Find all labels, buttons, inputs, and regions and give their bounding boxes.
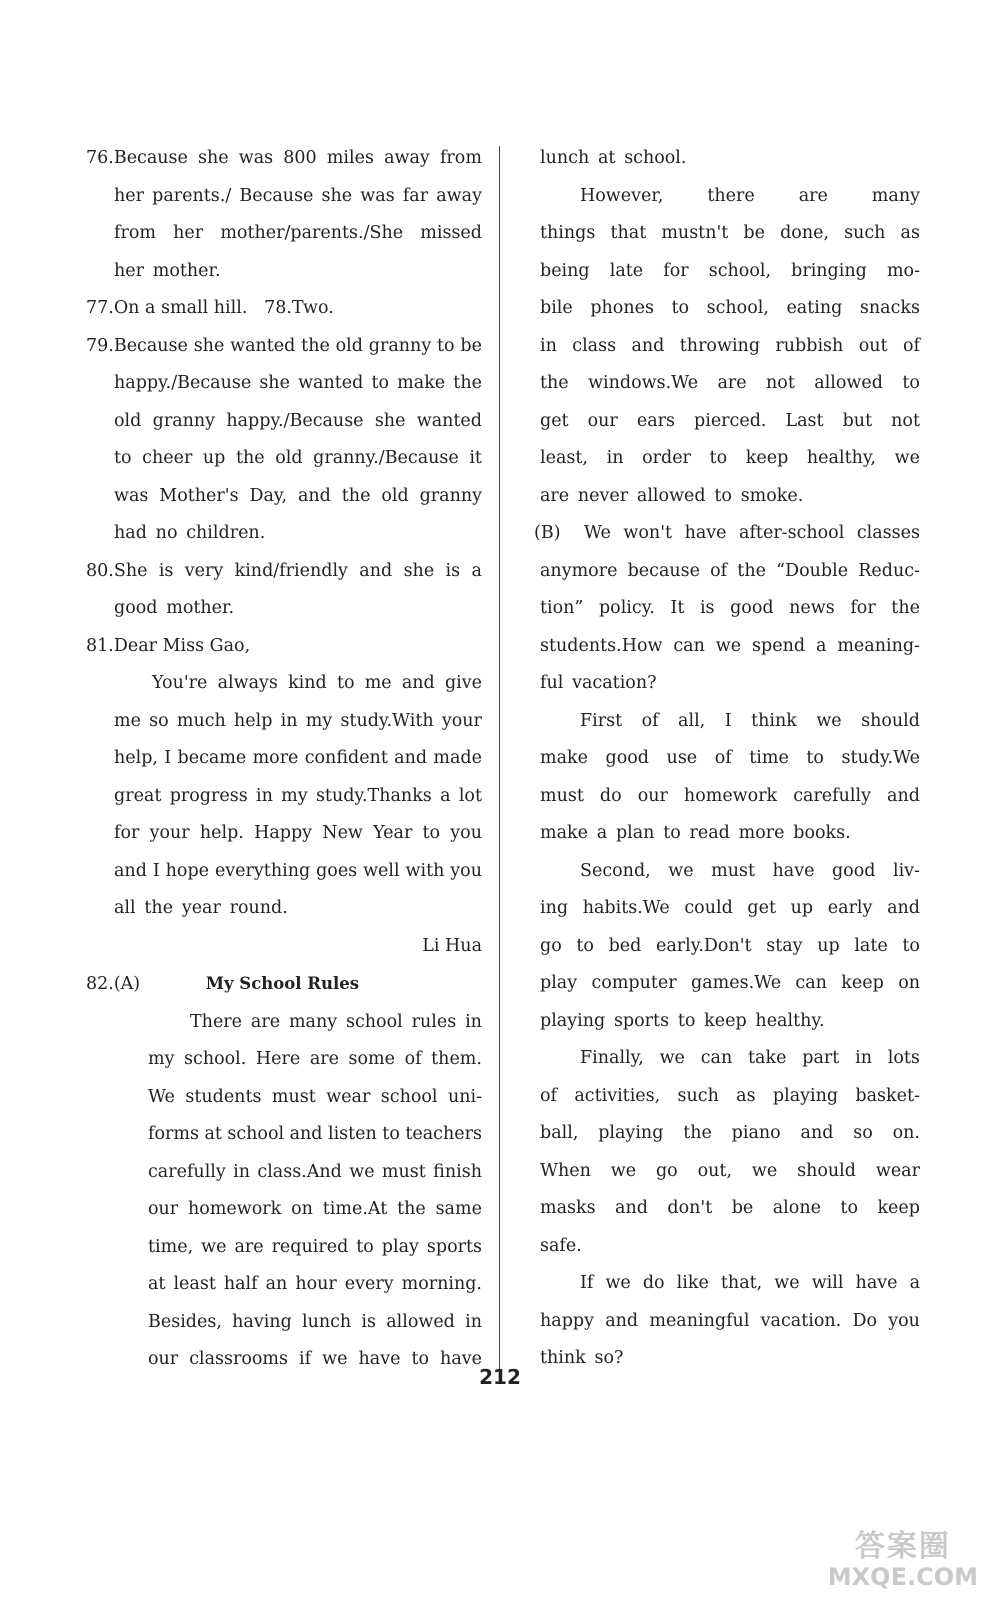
text-line: You're always kind to me and give [152,673,482,693]
text-line: play computer games.We can keep on [540,973,920,993]
text-line: forms at school and listen to teachers [148,1124,482,1144]
text-line: students.How can we spend a meaning- [540,635,920,656]
text-line: We students must wear school uni- [148,1086,482,1107]
text-line: our classrooms if we have to have [148,1349,482,1369]
text-line: things that mustn't be done, such as [540,223,920,243]
text-line: If we do like that, we will have a [580,1273,920,1293]
text-line: least, in order to keep healthy, we [540,448,920,468]
text-line: safe. [540,1235,582,1256]
letter-salutation: 81.Dear Miss Gao, [86,635,251,656]
text-line: First of all, I think we should [580,710,920,731]
text-line: good mother. [114,598,235,618]
question-label: 82.(A) [86,974,141,994]
watermark-logo [828,1530,978,1590]
text-line: There are many school rules in [190,1011,482,1032]
text-line: ing habits.We could get up early and [540,898,920,918]
text-line: ful vacation? [540,673,657,693]
text-line: happy and meaningful vacation. Do you [540,1310,920,1331]
essay-b-first-row [534,515,920,553]
text-line: masks and don't be alone to keep [540,1198,920,1218]
right-column [534,140,920,1378]
text-line: in class and throwing rubbish out of [540,335,920,356]
text-line: for your help. Happy New Year to you [114,823,482,843]
watermark-logo-text: 答案圈 [854,1529,951,1564]
text-line: think so? [540,1348,624,1368]
text-line: tion” policy. It is good news for the [540,598,920,618]
text-line: from her mother/parents./She missed [114,223,482,243]
text-line: our homework on time.At the same [148,1199,482,1219]
text-line: her mother. [114,260,221,281]
text-line: all the year round. [114,898,288,918]
text-line: 79.Because she wanted the old granny to be [86,335,482,356]
text-line: bile phones to school, eating snacks [540,298,920,318]
text-line: her parents./ Because she was far away [114,185,482,206]
text-line: Besides, having lunch is allowed in [148,1311,482,1332]
letter-signature: Li Hua [422,935,482,956]
text-line: make a plan to read more books. [540,823,851,843]
text-line: Finally, we can take part in lots [580,1048,920,1068]
text-line: my school. Here are some of them. [148,1049,482,1069]
text-line: must do our homework carefully and [540,785,920,806]
text-line: help, I became more confident and made [114,748,482,768]
text-line: being late for school, bringing mo- [540,260,920,281]
essay-title: My School Rules [205,974,360,993]
text-line: great progress in my study.Thanks a lot [114,785,482,806]
text-line: was Mother's Day, and the old granny [114,485,482,506]
left-column [86,140,482,1379]
question-label: (B) [534,523,561,543]
text-line: time, we are required to play sports [148,1236,482,1257]
text-line: playing sports to keep healthy. [540,1010,825,1031]
text-line: ball, playing the piano and so on. [540,1123,920,1143]
essay-heading [86,965,482,1004]
text-line: me so much help in my study.With your [114,710,482,731]
column-divider [499,146,500,1376]
text-line: and I hope everything goes well with you [114,860,482,881]
text-line: 76.Because she was 800 miles away from [86,148,482,168]
text-line: to cheer up the old granny./Because it [114,448,482,468]
text-line: 80.She is very kind/friendly and she is a [86,560,482,581]
text-line: go to bed early.Don't stay up late to [540,935,920,956]
text-line: Second, we must have good liv- [580,860,920,881]
text-line: lunch at school. [540,148,687,168]
text-line: get our ears pierced. Last but not [540,410,920,431]
page-number: 212 [479,1365,521,1389]
text-line: are never allowed to smoke. [540,485,804,506]
text-line: 77.On a small hill. 78.Two. [86,298,334,318]
text-line: happy./Because she wanted to make the [114,373,482,393]
text-line: anymore because of the “Double Reduc- [540,560,920,581]
text-line: However, there are many [580,185,920,206]
text-line: the windows.We are not allowed to [540,373,920,393]
text-line: When we go out, we should wear [540,1160,920,1181]
text-line: old granny happy./Because she wanted [114,410,482,431]
text-line: carefully in class.And we must finish [148,1161,482,1182]
text-line: had no children. [114,523,266,543]
text-line: We won't have after-school classes [584,523,920,543]
text-line: make good use of time to study.We [540,748,920,768]
watermark-site: MXQE.COM [827,1563,978,1591]
text-line: of activities, such as playing basket- [540,1085,920,1106]
text-line: at least half an hour every morning. [148,1274,482,1294]
